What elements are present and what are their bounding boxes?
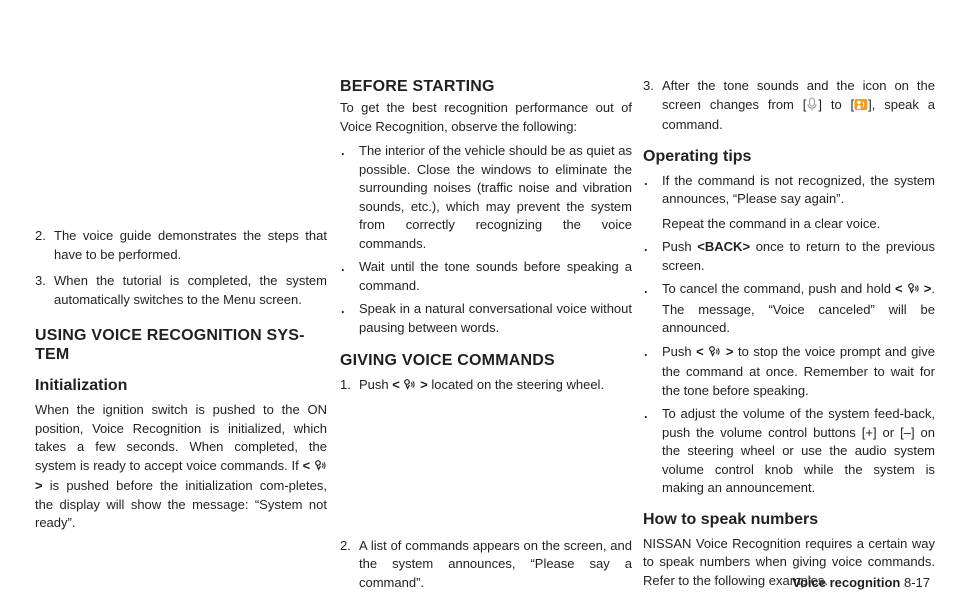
footer-section-title: Voice recognition xyxy=(792,575,901,590)
bullet-marker: . xyxy=(644,343,648,359)
paragraph-text: is pushed before the initialization com-pletes, the display will show the message: “System not ready”. xyxy=(35,478,327,530)
bullet-item xyxy=(643,280,935,338)
tip-continuation: Repeat the command in a clear voice. xyxy=(662,215,881,231)
intro-paragraph: To get the best recognition performance out of Voice Recognition, observe the following: xyxy=(340,100,632,134)
step-text: ], speak a command. xyxy=(662,96,935,132)
column-right xyxy=(643,0,935,590)
step-3 xyxy=(35,272,327,309)
voice-active-icon xyxy=(854,97,868,117)
gt-symbol: > xyxy=(35,478,43,493)
paragraph-text: When the ignition switch is pushed to the ON position, Voice Recognition is initialized, which takes a few seconds. When completed, the system is ready to accept voice commands. If xyxy=(35,402,327,473)
bullet-text: The interior of the vehicle should be as quiet as possible. Close the windows to eliminate the surrounding noises (traffic noise and vibration sounds, etc.), which may prevent the system from correctly recognizing the voice commands. xyxy=(359,143,632,251)
page-number: 8-17 xyxy=(903,575,930,590)
bullet-text: If the command is not recognized, the system announces, “Please say again”. xyxy=(662,172,935,206)
step-text: After the tone sounds and the icon on the screen changes from [ xyxy=(662,78,935,112)
section-heading-using-voice-recognition: USING VOICE RECOGNITION SYS-TEM xyxy=(35,327,305,363)
bullet-item xyxy=(340,258,632,295)
bullet-item xyxy=(643,343,935,401)
lt-symbol: < xyxy=(895,281,903,296)
step-text: When the tutorial is completed, the system automatically switches to the Menu screen. xyxy=(54,273,327,307)
section-heading-before-starting: BEFORE STARTING xyxy=(340,78,495,95)
bullet-marker: . xyxy=(341,259,345,274)
bullet-text: to stop the voice prompt and give the command at once. Remember to wait for the tone before speaking. xyxy=(662,343,935,398)
bullet-marker: . xyxy=(341,143,345,158)
column-left xyxy=(35,0,327,533)
talk-button-icon xyxy=(708,345,721,364)
step-text: ] to [ xyxy=(818,96,855,112)
bullet-text: To adjust the volume of the system feed-back, push the volume control buttons [+] or [–] on the steering wheel or use the audio system volume control knob while the system is making an announcement. xyxy=(662,406,935,495)
bullet-marker: . xyxy=(341,301,345,316)
column-middle xyxy=(340,0,632,592)
bullet-item xyxy=(340,142,632,253)
voice-inactive-icon xyxy=(806,97,818,117)
step-text: Push xyxy=(359,377,389,392)
step-text: A list of commands appears on the screen, and the system announces, “Please say a command”. xyxy=(359,537,632,590)
gt-symbol: > xyxy=(923,281,932,296)
back-button-label: <BACK> xyxy=(697,239,751,254)
section-heading-giving-voice-commands: GIVING VOICE COMMANDS xyxy=(340,352,555,369)
bullet-text: Push xyxy=(662,239,692,254)
subheading-initialization: Initialization xyxy=(35,377,128,394)
bullet-item xyxy=(643,238,935,275)
step-text: located on the steering wheel. xyxy=(431,377,605,392)
step-3 xyxy=(643,77,935,135)
subheading-how-to-speak-numbers: How to speak numbers xyxy=(643,510,819,528)
initialization-paragraph xyxy=(35,401,327,533)
step-1 xyxy=(340,376,632,397)
bullet-item xyxy=(643,172,935,209)
step-number: 2. xyxy=(35,228,46,243)
step-number: 1. xyxy=(340,377,351,392)
bullet-text: Speak in a natural conversational voice without pausing between words. xyxy=(359,301,632,335)
bullet-marker: . xyxy=(644,406,648,421)
bullet-marker: . xyxy=(644,172,648,188)
bullet-item xyxy=(643,405,935,498)
gt-symbol: > xyxy=(725,343,734,359)
bullet-item xyxy=(340,300,632,337)
subheading-operating-tips: Operating tips xyxy=(643,147,752,165)
talk-button-icon xyxy=(314,459,327,478)
gt-symbol: > xyxy=(420,377,428,392)
numbers-paragraph: NISSAN Voice Recognition requires a certain way to speak numbers when giving voice commands. Refer to the following examples. xyxy=(643,535,935,588)
talk-button-icon xyxy=(907,282,920,301)
step-text: The voice guide demonstrates the steps that have to be performed. xyxy=(54,228,327,262)
lt-symbol: < xyxy=(696,343,704,359)
bullet-marker: . xyxy=(644,239,648,254)
step-number: 2. xyxy=(340,537,351,553)
bullet-marker: . xyxy=(644,281,648,296)
page-footer xyxy=(740,575,930,590)
step-number: 3. xyxy=(35,273,46,288)
bullet-text: To cancel the command, push and hold xyxy=(662,281,891,296)
step-2 xyxy=(35,227,327,264)
bullet-text: Wait until the tone sounds before speaking a command. xyxy=(359,259,632,293)
lt-symbol: < xyxy=(302,457,311,473)
bullet-text: Push xyxy=(662,343,692,359)
bullet-text: once to return to the previous screen. xyxy=(662,239,935,273)
step-number: 3. xyxy=(643,78,654,93)
talk-button-icon xyxy=(403,378,416,397)
bullet-text: . The message, “Voice canceled” will be announced. xyxy=(662,281,935,335)
step-2 xyxy=(340,537,632,593)
lt-symbol: < xyxy=(392,377,400,392)
